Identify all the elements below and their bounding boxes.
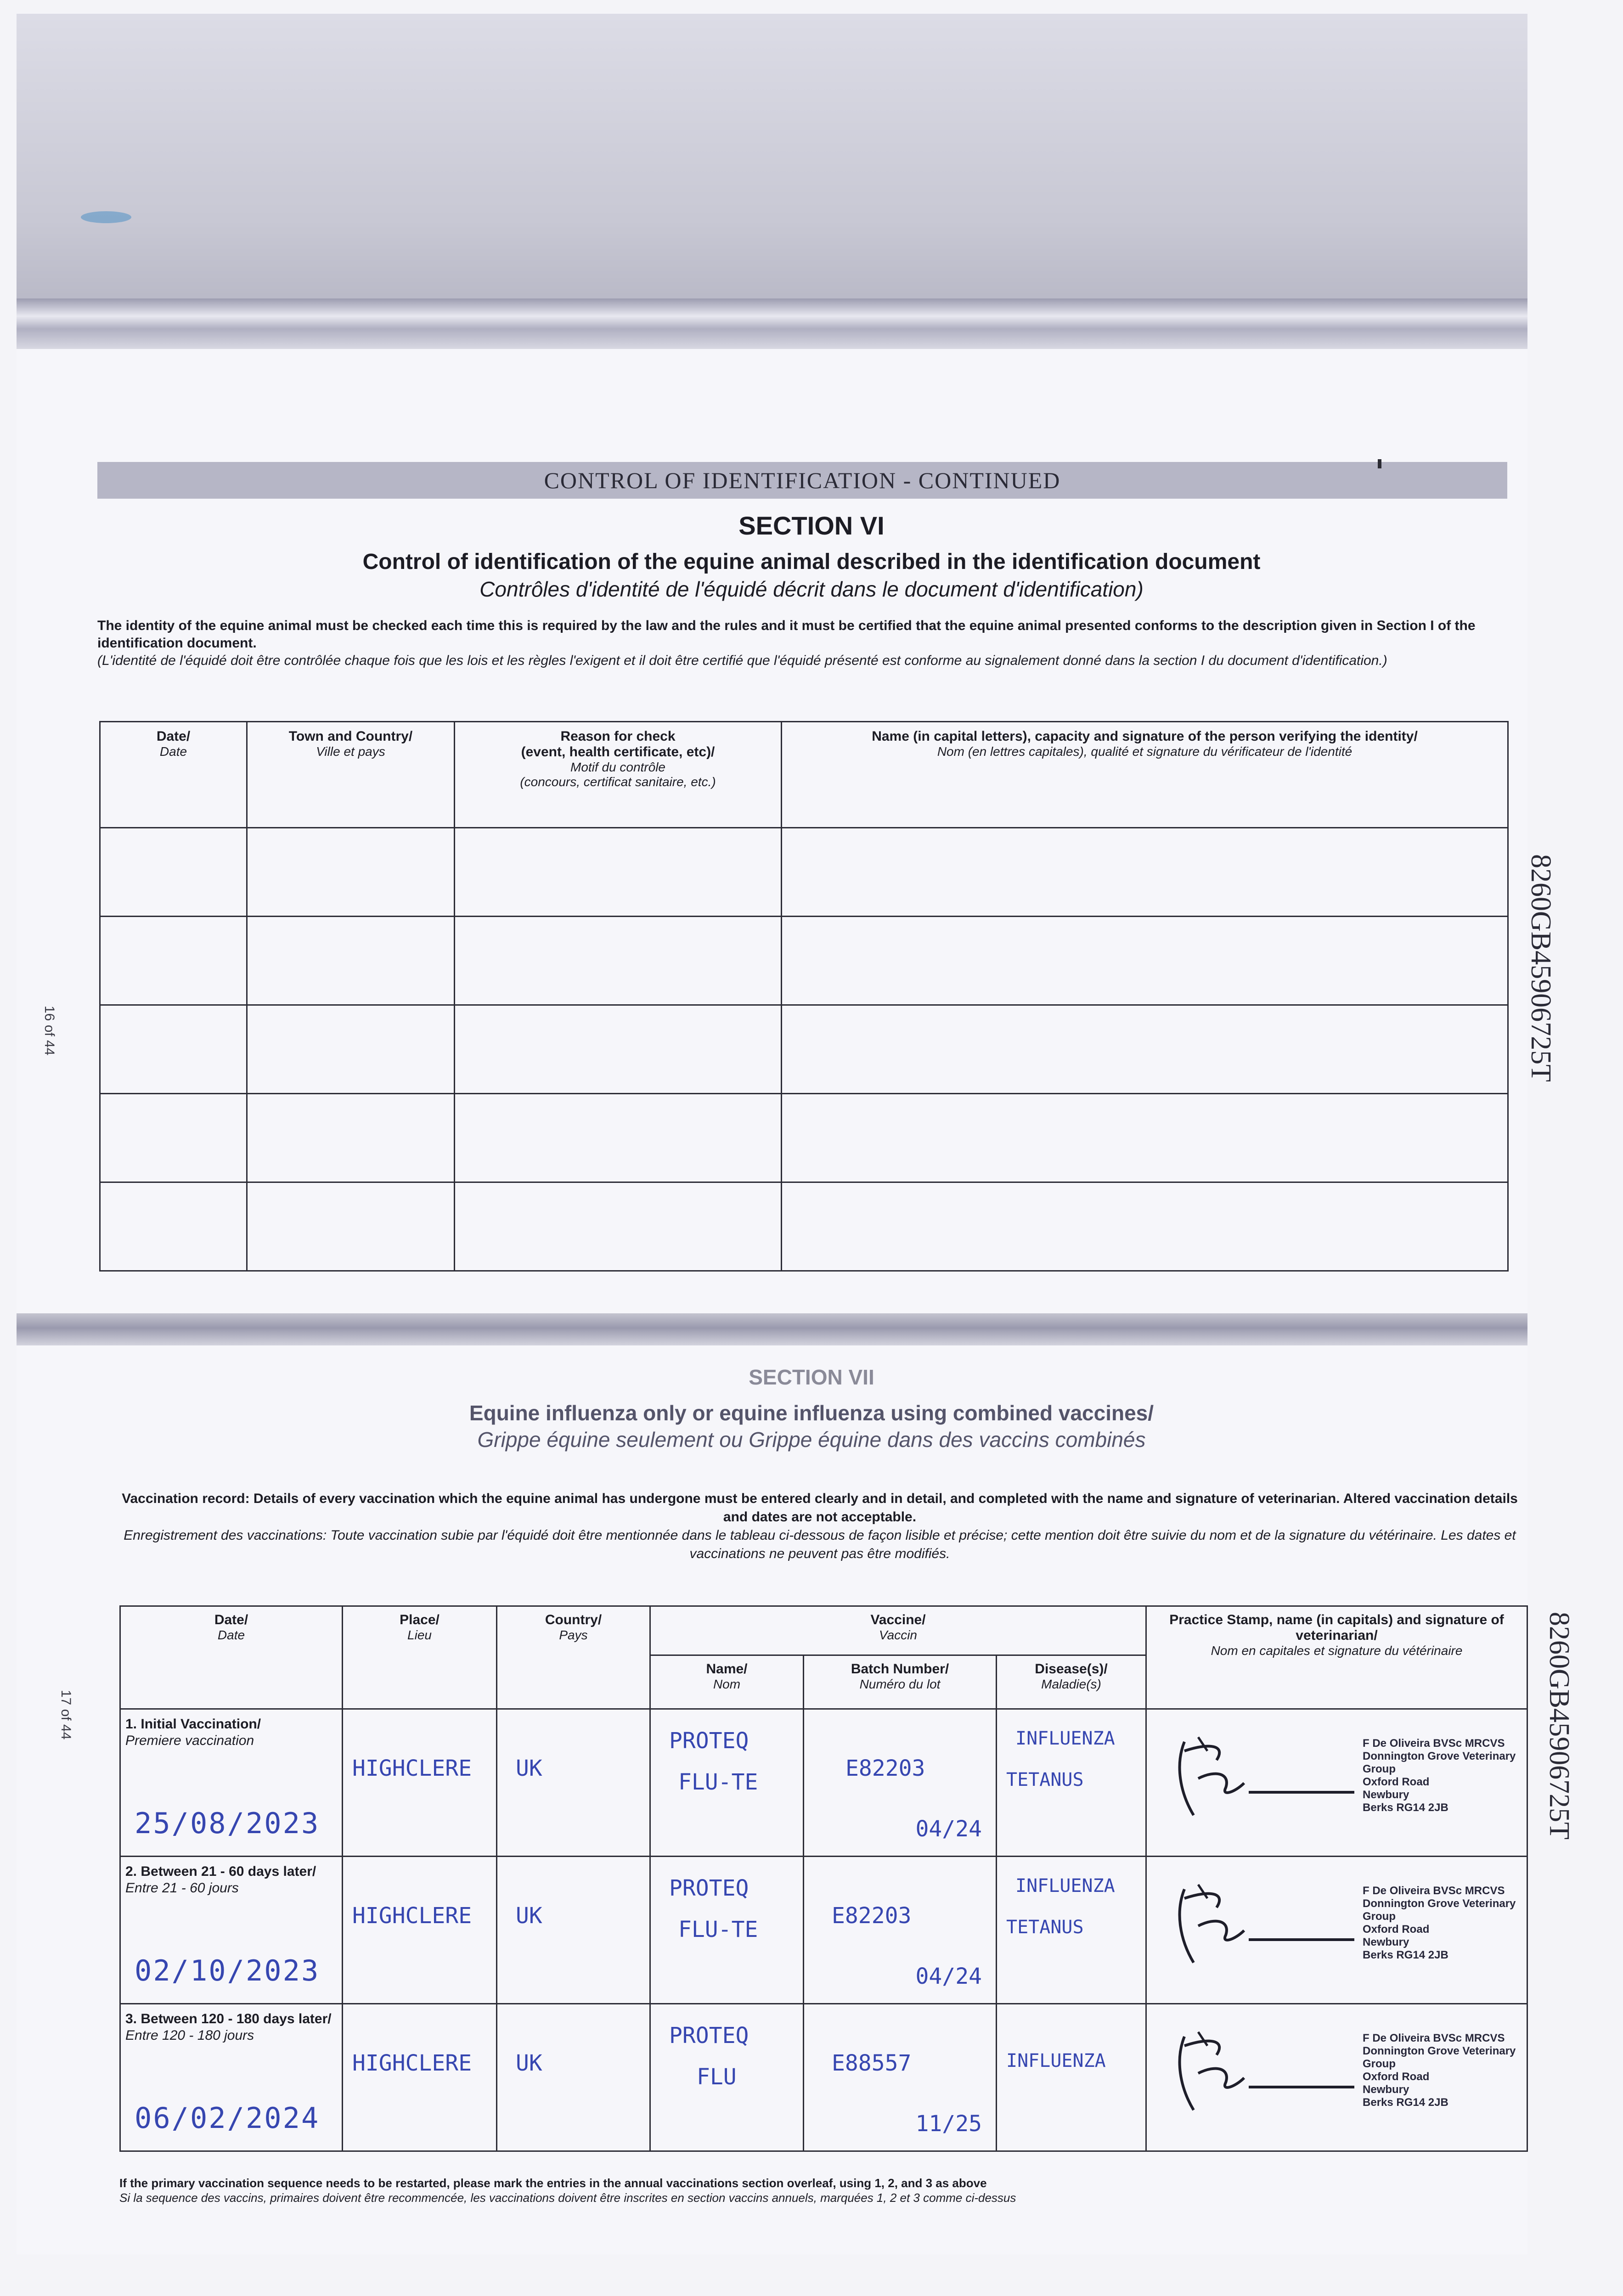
stamp-line: Oxford Road (1363, 1923, 1430, 1936)
vaccination-date: 02/10/2023 (135, 1954, 320, 1987)
disease-2: TETANUS (1006, 1769, 1084, 1790)
stamp-line: Donnington Grove Veterinary Group (1363, 2045, 1516, 2070)
disease-cell[interactable] (997, 2004, 1146, 2151)
section-vi-title-fr: Contrôles d'identité de l'équidé décrit dans le document d'identification) (479, 577, 1144, 601)
section-vii-heading: SECTION VII (749, 1365, 874, 1389)
intro7-en: Vaccination record: Details of every vaccination which the equine animal has undergone must be entered clearly and in detail, and completed with the name and signature of veterinarian. Altered vaccination details and dates are not acceptable. (122, 1491, 1518, 1525)
cell[interactable] (455, 1182, 782, 1271)
disease-2: TETANUS (1006, 1917, 1084, 1938)
vaccine-name-2: FLU (697, 2064, 737, 2090)
table-row (100, 1005, 1508, 1094)
table-row (100, 1182, 1508, 1271)
row-label-en: 2. Between 21 - 60 days later/ (125, 1864, 316, 1879)
disease-1: INFLUENZA (1015, 1875, 1115, 1896)
country-value: UK (516, 1903, 542, 1929)
stamp-line: Donnington Grove Veterinary Group (1363, 1897, 1516, 1923)
veterinarian-signature (1157, 2018, 1359, 2119)
hdr-country (497, 1606, 650, 1709)
banner-text: CONTROL OF IDENTIFICATION - CONTINUED (544, 467, 1061, 493)
stamp-line: Newbury (1363, 1789, 1409, 1801)
hdr-place-fr: Lieu (407, 1628, 432, 1642)
cell[interactable] (782, 828, 1508, 917)
stamp-line: Oxford Road (1363, 2071, 1430, 2083)
place-cell[interactable] (343, 1709, 497, 1857)
hdr-date (120, 1606, 343, 1709)
col-date-fr: Date (159, 744, 187, 759)
cell[interactable] (782, 1005, 1508, 1094)
table-row (100, 917, 1508, 1005)
vaccine-name-1: PROTEQ (669, 1728, 749, 1754)
date-cell[interactable] (120, 1709, 343, 1857)
cell[interactable] (455, 917, 782, 1005)
vaccination-row (120, 2004, 1527, 2151)
hdr-place-en: Place/ (400, 1612, 440, 1627)
stamp-line: Oxford Road (1363, 1776, 1430, 1788)
vaccine-name-2: FLU-TE (678, 1917, 758, 1942)
vaccine-name-cell[interactable] (650, 1709, 804, 1857)
hdr-name (650, 1655, 804, 1709)
practice-cell[interactable] (1146, 1857, 1527, 2004)
hdr-date-en: Date/ (214, 1612, 248, 1627)
cell[interactable] (455, 1094, 782, 1182)
intro7-fr: Enregistrement des vaccinations: Toute vaccination subie par l'équidé doit être mentionnée dans le tableau ci-dessous de façon lisible et précise; cette mention doit être suivie du nom et de la signature du vétérinaire. Les dates et vaccinations ne peuvent pas être modifiés. (124, 1528, 1516, 1561)
cell[interactable] (455, 1005, 782, 1094)
col-town-country (247, 722, 455, 828)
row-label-fr: Entre 120 - 180 jours (125, 2028, 254, 2043)
batch-value: E82203 (845, 1756, 925, 1781)
practice-cell[interactable] (1146, 2004, 1527, 2151)
vaccine-name-2: FLU-TE (678, 1769, 758, 1795)
vaccination-row (120, 1709, 1527, 1857)
col-reason-en: Reason for check (560, 729, 676, 744)
col-reason-en2: (event, health certificate, etc)/ (521, 744, 715, 760)
hdr-disease-en: Disease(s)/ (1035, 1661, 1108, 1677)
hdr-batch-en: Batch Number/ (851, 1661, 949, 1677)
cell[interactable] (782, 917, 1508, 1005)
section-vi-heading: SECTION VI (738, 511, 885, 540)
hdr-disease (997, 1655, 1146, 1709)
cell[interactable] (100, 1182, 247, 1271)
place-value: HIGHCLERE (352, 1903, 472, 1929)
stamp-line: F De Oliveira BVSc MRCVS (1363, 1885, 1505, 1897)
country-cell[interactable] (497, 1857, 650, 2004)
batch-cell[interactable] (804, 1709, 997, 1857)
hdr-vaccine-en: Vaccine/ (870, 1612, 926, 1627)
page-fold-top (17, 298, 1527, 349)
hdr-practice (1146, 1606, 1527, 1709)
intro-fr: (L'identité de l'équidé doit être contrôlée chaque fois que les lois et les règles l'exigent et il doit être certifié que l'équidé présenté est conforme au signalement donné dans la section I du document d'identification.) (97, 653, 1387, 668)
practice-stamp (1363, 1885, 1527, 1962)
country-value: UK (516, 1756, 542, 1781)
cell[interactable] (100, 917, 247, 1005)
footer-en: If the primary vaccination sequence needs to be restarted, please mark the entries in the annual vaccinations section overleaf, using 1, 2, and 3 as above (119, 2176, 987, 2190)
col-reason (455, 722, 782, 828)
hdr-vaccine (650, 1606, 1146, 1655)
row-label-en: 1. Initial Vaccination/ (125, 1716, 261, 1732)
intro-en: The identity of the equine animal must be checked each time this is required by the law and the rules and it must be certified that the equine animal presented conforms to the description given in Section I of the identification document. (97, 618, 1476, 651)
disease-cell[interactable] (997, 1709, 1146, 1857)
practice-stamp (1363, 1737, 1527, 1814)
expiry-value: 04/24 (915, 1964, 982, 1989)
cell[interactable] (100, 1094, 247, 1182)
cell[interactable] (247, 1094, 455, 1182)
table-header-row (100, 722, 1508, 828)
cell[interactable] (100, 828, 247, 917)
vaccination-table (119, 1605, 1528, 2152)
hdr-date-fr: Date (217, 1628, 245, 1642)
country-value: UK (516, 2050, 542, 2076)
date-cell[interactable] (120, 2004, 343, 2151)
section-vi-intro (97, 617, 1507, 670)
row-label-fr: Premiere vaccination (125, 1733, 254, 1748)
country-cell[interactable] (497, 1709, 650, 1857)
stamp-line: Berks RG14 2JB (1363, 1801, 1448, 1814)
veterinarian-signature (1157, 1723, 1359, 1824)
veterinarian-signature (1157, 1871, 1359, 1972)
batch-value: E82203 (832, 1903, 912, 1929)
place-value: HIGHCLERE (352, 1756, 472, 1781)
cell[interactable] (782, 1094, 1508, 1182)
col-verifier (782, 722, 1508, 828)
hdr-batch-fr: Numéro du lot (859, 1677, 941, 1691)
place-cell[interactable] (343, 1857, 497, 2004)
hdr-country-en: Country/ (545, 1612, 602, 1627)
vaccination-header-row (120, 1606, 1527, 1655)
stamp-line: Berks RG14 2JB (1363, 2096, 1448, 2109)
hdr-practice-fr: Nom en capitales et signature du vétérinaire (1211, 1643, 1463, 1658)
mark (1378, 459, 1381, 468)
row-label (125, 2011, 337, 2044)
page-number-17: 17 of 44 (58, 1690, 73, 1740)
cell[interactable] (455, 828, 782, 917)
row-label (125, 1716, 337, 1749)
section-vi-title-en: Control of identification of the equine animal described in the identification document (362, 550, 1261, 574)
ink-blot (81, 211, 131, 223)
expiry-value: 04/24 (915, 1816, 982, 1842)
col-town-fr: Ville et pays (316, 744, 385, 759)
vaccine-name-cell[interactable] (650, 1857, 804, 2004)
stamp-line: Newbury (1363, 1936, 1409, 1948)
col-verifier-en: Name (in capital letters), capacity and signature of the person verifying the identity/ (872, 729, 1418, 744)
country-cell[interactable] (497, 2004, 650, 2151)
table-row (100, 828, 1508, 917)
vaccination-date: 25/08/2023 (135, 1806, 320, 1840)
practice-stamp (1363, 2032, 1527, 2109)
vaccine-name-cell[interactable] (650, 2004, 804, 2151)
row-label-fr: Entre 21 - 60 jours (125, 1880, 239, 1896)
stamp-line: Newbury (1363, 2083, 1409, 2096)
hdr-vaccine-fr: Vaccin (879, 1628, 918, 1642)
page-number-16: 16 of 44 (42, 1006, 57, 1056)
hdr-name-fr: Nom (713, 1677, 741, 1691)
col-verifier-fr: Nom (en lettres capitales), qualité et signature du vérificateur de l'identité (937, 744, 1352, 759)
footer-fr: Si la sequence des vaccins, primaires doivent être recommencée, les vaccinations doivent être inscrites en section vaccins annuels, marquées 1, 2 et 3 comme ci-dessus (119, 2191, 1016, 2205)
disease-1: INFLUENZA (1015, 1728, 1115, 1749)
section-vii-title-fr: Grippe équine seulement ou Grippe équine dans des vaccins combinés (477, 1428, 1146, 1452)
col-date-en: Date/ (156, 729, 191, 744)
batch-value: E88557 (832, 2050, 912, 2076)
cell[interactable] (247, 1182, 455, 1271)
col-date (100, 722, 247, 828)
document-id-17: 8260GB45906725T (1544, 1612, 1575, 1840)
stamp-line: Donnington Grove Veterinary Group (1363, 1750, 1516, 1775)
vaccine-name-1: PROTEQ (669, 1875, 749, 1901)
place-cell[interactable] (343, 2004, 497, 2151)
hdr-name-en: Name/ (706, 1661, 748, 1677)
row-label (125, 1863, 337, 1896)
stamp-line: F De Oliveira BVSc MRCVS (1363, 2032, 1505, 2044)
cell[interactable] (247, 1005, 455, 1094)
vaccination-date: 06/02/2024 (135, 2101, 320, 2135)
cell[interactable] (247, 917, 455, 1005)
cell[interactable] (100, 1005, 247, 1094)
stamp-line: Berks RG14 2JB (1363, 1949, 1448, 1961)
col-reason-fr2: (concours, certificat sanitaire, etc.) (520, 775, 716, 789)
disease-1: INFLUENZA (1006, 2050, 1106, 2071)
hdr-disease-fr: Maladie(s) (1041, 1677, 1101, 1691)
cell[interactable] (247, 828, 455, 917)
cell[interactable] (782, 1182, 1508, 1271)
date-cell[interactable] (120, 1857, 343, 2004)
stamp-line: F De Oliveira BVSc MRCVS (1363, 1737, 1505, 1750)
page-fold-middle (17, 1313, 1527, 1350)
hdr-place (343, 1606, 497, 1709)
hdr-batch (804, 1655, 997, 1709)
col-reason-fr: Motif du contrôle (570, 760, 665, 774)
col-town-en: Town and Country/ (288, 729, 413, 744)
expiry-value: 11/25 (915, 2111, 982, 2137)
section-vii-title-en: Equine influenza only or equine influenza using combined vaccines/ (469, 1401, 1154, 1425)
batch-cell[interactable] (804, 1857, 997, 2004)
table-row (100, 1094, 1508, 1182)
disease-cell[interactable] (997, 1857, 1146, 2004)
vaccine-name-1: PROTEQ (669, 2023, 749, 2048)
row-label-en: 3. Between 120 - 180 days later/ (125, 2011, 332, 2026)
batch-cell[interactable] (804, 2004, 997, 2151)
hdr-practice-en: Practice Stamp, name (in capitals) and signature of veterinarian/ (1169, 1612, 1504, 1643)
vaccination-row (120, 1857, 1527, 2004)
section-banner (97, 462, 1507, 499)
section-vii-intro (115, 1490, 1525, 1563)
hdr-country-fr: Pays (559, 1628, 588, 1642)
place-value: HIGHCLERE (352, 2050, 472, 2076)
identification-check-table (99, 721, 1509, 1272)
document-id-16: 8260GB45906725T (1525, 854, 1556, 1082)
practice-cell[interactable] (1146, 1709, 1527, 1857)
scan-background-top (17, 14, 1527, 308)
vaccination-footer (119, 2176, 1529, 2205)
